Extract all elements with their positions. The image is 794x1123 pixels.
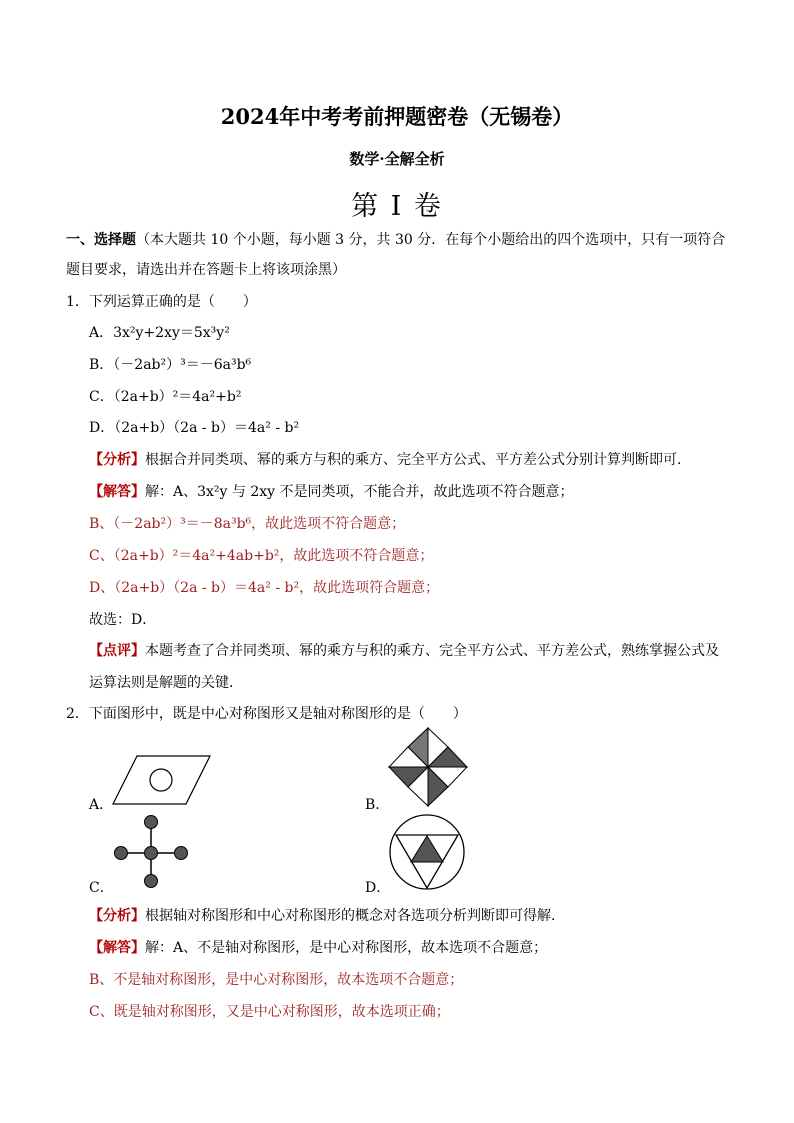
q1-comment-label: 【点评】 (89, 643, 145, 659)
q1-answer-line-4: D、（2a+b）（2a - b）＝4a² - b²，故此选项符合题意； (89, 580, 440, 596)
q1-answer-line-2: B、（－2ab²）³＝－8a³b⁶，故此选项不符合题意； (89, 516, 406, 532)
parallelogram-circle-figure (112, 752, 212, 808)
q1-analysis-text: 根据合并同类项、幂的乘方与积的乘方、完全平方公式、平方差公式分别计算判断即可． (145, 452, 691, 468)
q2-answer-line-3: C、既是轴对称图形，又是中心对称图形，故本选项正确； (89, 1004, 450, 1020)
q1-answer-label: 【解答】 (89, 484, 145, 500)
q2-label-c: C． (89, 880, 114, 896)
pinwheel-figure (388, 727, 468, 807)
dot-cross-figure (110, 814, 192, 890)
q1-comment-line-2: 运算法则是解题的关键． (89, 675, 243, 691)
q1-comment (89, 640, 719, 660)
q2-label-a: A． (89, 797, 114, 813)
q2-stem: 2．下面图形中，既是中心对称图形又是轴对称图形的是（ ） (66, 706, 467, 722)
q2-analysis-text: 根据轴对称图形和中心对称图形的概念对各选项分析判断即可得解． (145, 908, 565, 924)
q1-option-d: D．（2a+b）（2a - b）＝4a² - b² (89, 420, 300, 436)
q2-label-b: B． (365, 797, 390, 813)
section-instructions-2: 题目要求，请选出并在答题卡上将该项涂黑） (66, 262, 346, 278)
section-intro (66, 229, 725, 249)
q1-analysis (89, 449, 691, 469)
document-title: 2024年中考考前押题密卷（无锡卷） (220, 104, 574, 129)
section-heading: 一、选择题 (66, 232, 136, 248)
q1-answer (89, 481, 574, 501)
q2-answer-label: 【解答】 (89, 940, 145, 956)
section-instructions-1: （本大题共 10 个小题，每小题 3 分，共 30 分．在每个小题给出的四个选项中，只有一项符合 (136, 232, 726, 248)
q1-answer-line-3: C、（2a+b）²＝4a²+4ab+b²，故此选项不符合题意； (89, 548, 434, 564)
q2-analysis-label: 【分析】 (89, 908, 145, 924)
q1-option-c: C．（2a+b）²＝4a²+b² (89, 389, 242, 405)
q2-answer-line-2: B、不是轴对称图形，是中心对称图形，故本选项不合题意； (89, 972, 464, 988)
q1-stem: 1．下列运算正确的是（ ） (66, 294, 257, 310)
q2-answer-line-1: 解：A、不是轴对称图形，是中心对称图形，故本选项不合题意； (145, 940, 548, 956)
q1-analysis-label: 【分析】 (89, 452, 145, 468)
q1-option-b: B．（－2ab²）³＝－6a³b⁶ (89, 357, 252, 373)
q1-answer-line-5: 故选：D． (89, 612, 157, 628)
volume-heading: 第 I 卷 (351, 191, 443, 222)
q2-label-d: D． (365, 880, 391, 896)
q1-comment-text: 本题考查了合并同类项、幂的乘方与积的乘方、完全平方公式、平方差公式，熟练掌握公式及 (145, 643, 719, 659)
document-subtitle: 数学·全解全析 (349, 150, 445, 168)
q2-answer (89, 937, 547, 957)
circle-triangles-figure (388, 813, 466, 891)
q1-option-a: A．3x²y+2xy＝5x³y² (89, 325, 230, 341)
q1-answer-line-1: 解：A、3x²y 与 2xy 不是同类项，不能合并，故此选项不符合题意； (145, 484, 574, 500)
q2-analysis (89, 905, 565, 925)
